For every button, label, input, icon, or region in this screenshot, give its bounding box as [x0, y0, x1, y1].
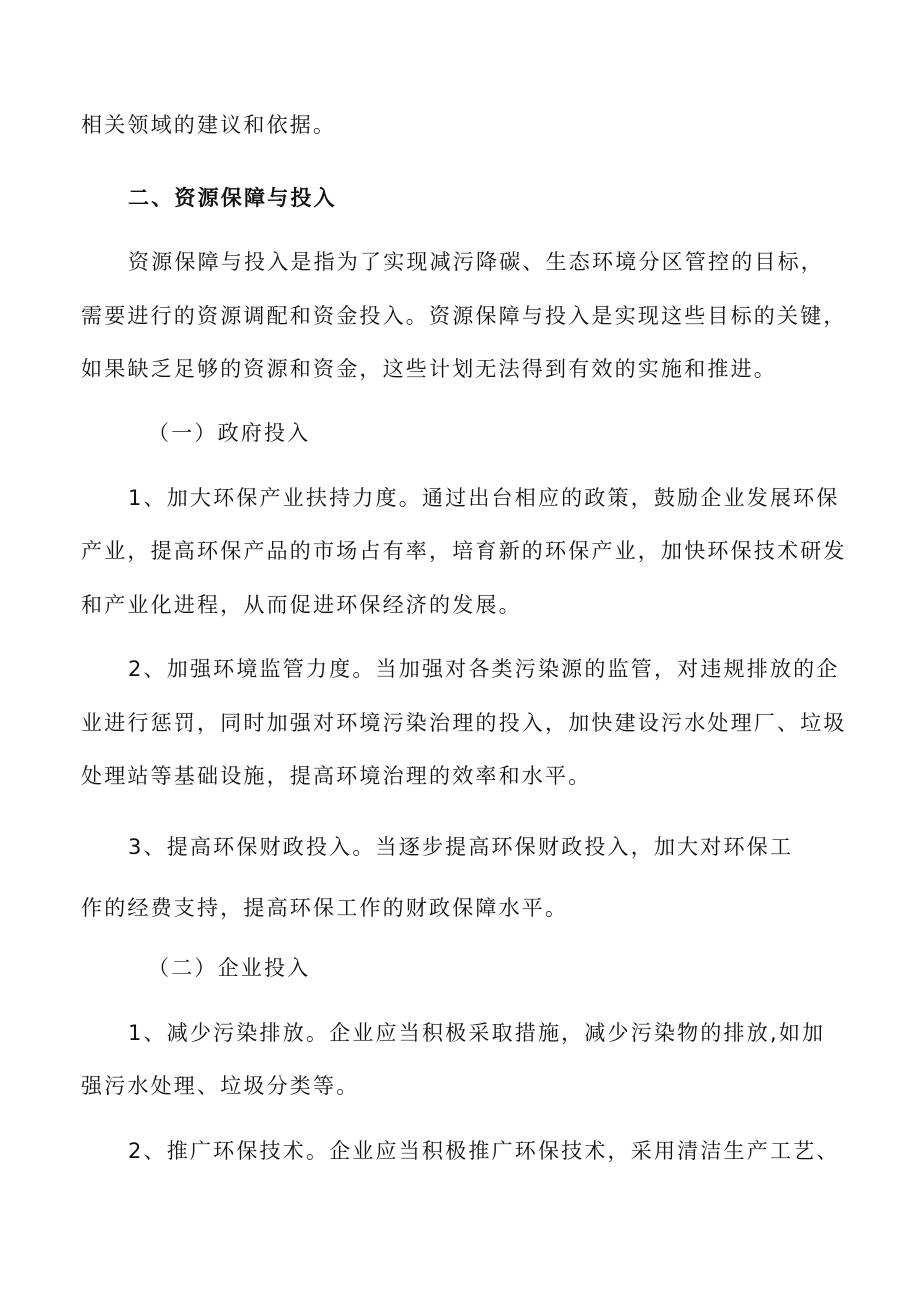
gov-item-2-line-2: 业进行惩罚，同时加强对环境污染治理的投入，加快建设污水处理厂、垃圾 [81, 711, 847, 735]
intro-line-2: 需要进行的资源调配和资金投入。资源保障与投入是实现这些目标的关键， [81, 304, 847, 328]
section-heading: 二、资源保障与投入 [128, 186, 337, 210]
subsection-enterprise: （二）企业投入 [148, 956, 311, 980]
intro-line-1: 资源保障与投入是指为了实现减污降碳、生态环境分区管控的目标， [128, 250, 824, 274]
subsection-government: （一）政府投入 [148, 421, 311, 445]
gov-item-2-line-3: 处理站等基础设施，提高环境治理的效率和水平。 [81, 764, 592, 788]
gov-item-2-line-1: 2、加强环境监管力度。当加强对各类污染源的监管，对违规排放的企 [128, 657, 840, 681]
ent-item-2-line-1: 2、推广环保技术。企业应当积极推广环保技术，采用清洁生产工艺、 [128, 1139, 840, 1163]
intro-line-3: 如果缺乏足够的资源和资金，这些计划无法得到有效的实施和推进。 [81, 357, 777, 381]
ent-item-1-line-2: 强污水处理、垃圾分类等。 [81, 1074, 360, 1098]
gov-item-1-line-1: 1、加大环保产业扶持力度。通过出台相应的政策，鼓励企业发展环保 [128, 486, 840, 510]
gov-item-3-line-2: 作的经费支持，提高环保工作的财政保障水平。 [81, 896, 569, 920]
gov-item-1-line-2: 产业，提高环保产品的市场占有率，培育新的环保产业，加快环保技术研发 [81, 539, 847, 563]
gov-item-3-line-1: 3、提高环保财政投入。当逐步提高环保财政投入，加大对环保工 [128, 835, 794, 859]
ent-item-1-line-1: 1、减少污染排放。企业应当积极采取措施，减少污染物的排放,如加 [128, 1021, 826, 1045]
gov-item-1-line-3: 和产业化进程，从而促进环保经济的发展。 [81, 593, 522, 617]
continuation-text: 相关领域的建议和依据。 [81, 113, 337, 137]
